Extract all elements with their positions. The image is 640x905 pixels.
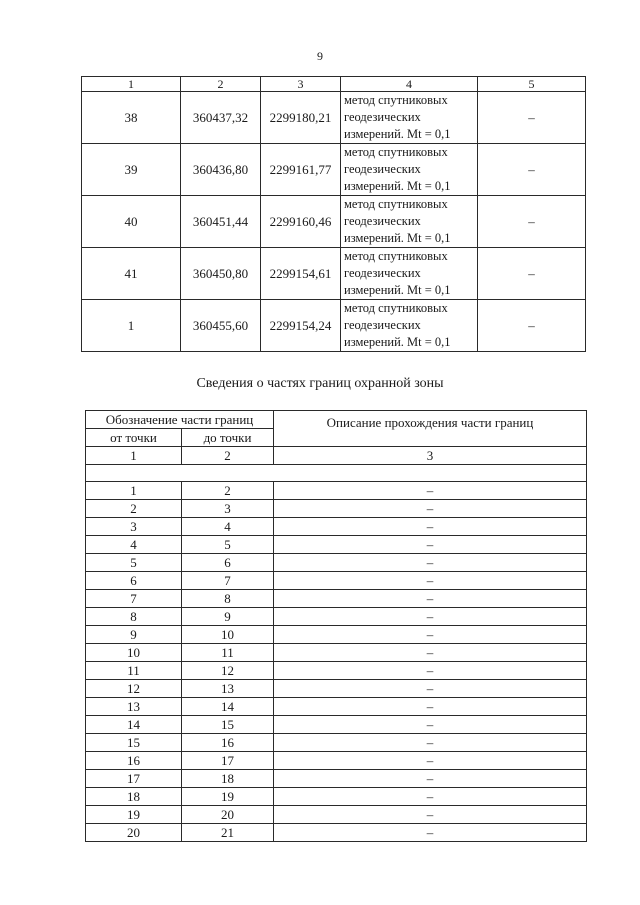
page-number: 9 bbox=[317, 49, 323, 63]
to-point: 8 bbox=[182, 590, 274, 608]
coordinates-row bbox=[82, 92, 586, 144]
description: – bbox=[274, 590, 587, 608]
method-cell bbox=[341, 196, 478, 248]
to-point: 15 bbox=[182, 716, 274, 734]
group-header: Обозначение части границ bbox=[86, 411, 274, 429]
boundary-row bbox=[86, 536, 587, 554]
description: – bbox=[274, 482, 587, 500]
from-point: 12 bbox=[86, 680, 182, 698]
method-line: измерений. Mt = 0,1 bbox=[344, 283, 451, 297]
from-point: 18 bbox=[86, 788, 182, 806]
to-point: 11 bbox=[182, 644, 274, 662]
coordinates-row bbox=[82, 196, 586, 248]
col-header: 1 bbox=[82, 77, 181, 92]
description: – bbox=[274, 752, 587, 770]
col-header: 3 bbox=[261, 77, 341, 92]
to-point-header: до точки bbox=[182, 429, 274, 447]
col-header: 2 bbox=[181, 77, 261, 92]
point-number: 40 bbox=[82, 196, 181, 248]
boundary-row bbox=[86, 788, 587, 806]
point-number: 41 bbox=[82, 248, 181, 300]
description: – bbox=[274, 644, 587, 662]
coordinates-table bbox=[81, 76, 586, 352]
y-coordinate: 2299154,24 bbox=[261, 300, 341, 352]
to-point: 10 bbox=[182, 626, 274, 644]
boundary-row bbox=[86, 554, 587, 572]
note-cell: – bbox=[478, 248, 586, 300]
to-point: 17 bbox=[182, 752, 274, 770]
method-cell bbox=[341, 92, 478, 144]
method-cell bbox=[341, 248, 478, 300]
from-point: 20 bbox=[86, 824, 182, 842]
to-point: 2 bbox=[182, 482, 274, 500]
boundary-row bbox=[86, 482, 587, 500]
description: – bbox=[274, 518, 587, 536]
from-point: 2 bbox=[86, 500, 182, 518]
from-point: 19 bbox=[86, 806, 182, 824]
from-point: 8 bbox=[86, 608, 182, 626]
from-point: 7 bbox=[86, 590, 182, 608]
boundary-row bbox=[86, 662, 587, 680]
to-point: 6 bbox=[182, 554, 274, 572]
description: – bbox=[274, 680, 587, 698]
method-line: геодезических bbox=[344, 318, 421, 332]
x-coordinate: 360450,80 bbox=[181, 248, 261, 300]
boundary-row bbox=[86, 734, 587, 752]
from-point: 17 bbox=[86, 770, 182, 788]
description: – bbox=[274, 626, 587, 644]
from-point: 4 bbox=[86, 536, 182, 554]
from-point: 16 bbox=[86, 752, 182, 770]
note-cell: – bbox=[478, 196, 586, 248]
boundary-row bbox=[86, 752, 587, 770]
point-number: 39 bbox=[82, 144, 181, 196]
boundary-row bbox=[86, 770, 587, 788]
boundary-row bbox=[86, 680, 587, 698]
from-point: 3 bbox=[86, 518, 182, 536]
to-point: 21 bbox=[182, 824, 274, 842]
x-coordinate: 360455,60 bbox=[181, 300, 261, 352]
boundary-row bbox=[86, 716, 587, 734]
description: – bbox=[274, 788, 587, 806]
to-point: 14 bbox=[182, 698, 274, 716]
description: – bbox=[274, 500, 587, 518]
section-title: Сведения о частях границ охранной зоны bbox=[196, 376, 444, 391]
description: – bbox=[274, 608, 587, 626]
boundary-row bbox=[86, 824, 587, 842]
boundary-row bbox=[86, 500, 587, 518]
method-line: метод спутниковых bbox=[344, 145, 448, 159]
boundary-row bbox=[86, 626, 587, 644]
description: – bbox=[274, 716, 587, 734]
boundary-header-row bbox=[86, 411, 587, 429]
y-coordinate: 2299154,61 bbox=[261, 248, 341, 300]
method-line: геодезических bbox=[344, 162, 421, 176]
from-point: 13 bbox=[86, 698, 182, 716]
coordinates-row bbox=[82, 300, 586, 352]
y-coordinate: 2299180,21 bbox=[261, 92, 341, 144]
col-number: 2 bbox=[182, 447, 274, 465]
to-point: 19 bbox=[182, 788, 274, 806]
to-point: 7 bbox=[182, 572, 274, 590]
y-coordinate: 2299161,77 bbox=[261, 144, 341, 196]
x-coordinate: 360437,32 bbox=[181, 92, 261, 144]
boundary-row bbox=[86, 698, 587, 716]
method-line: измерений. Mt = 0,1 bbox=[344, 179, 451, 193]
method-line: измерений. Mt = 0,1 bbox=[344, 231, 451, 245]
coordinates-row bbox=[82, 144, 586, 196]
col-header: 4 bbox=[341, 77, 478, 92]
coordinates-row bbox=[82, 248, 586, 300]
boundary-row bbox=[86, 590, 587, 608]
from-point: 14 bbox=[86, 716, 182, 734]
to-point: 3 bbox=[182, 500, 274, 518]
to-point: 16 bbox=[182, 734, 274, 752]
from-point: 6 bbox=[86, 572, 182, 590]
boundary-row bbox=[86, 644, 587, 662]
from-point: 1 bbox=[86, 482, 182, 500]
blank-row bbox=[86, 465, 587, 482]
from-point-header: от точки bbox=[86, 429, 182, 447]
from-point: 15 bbox=[86, 734, 182, 752]
method-line: измерений. Mt = 0,1 bbox=[344, 127, 451, 141]
boundary-row bbox=[86, 608, 587, 626]
note-cell: – bbox=[478, 92, 586, 144]
boundary-row bbox=[86, 572, 587, 590]
coordinates-header-row bbox=[82, 77, 586, 92]
boundary-row bbox=[86, 518, 587, 536]
description: – bbox=[274, 824, 587, 842]
description: – bbox=[274, 572, 587, 590]
from-point: 11 bbox=[86, 662, 182, 680]
to-point: 20 bbox=[182, 806, 274, 824]
boundary-parts-table bbox=[85, 410, 587, 842]
col-number: 1 bbox=[86, 447, 182, 465]
method-line: метод спутниковых bbox=[344, 197, 448, 211]
description-header: Описание прохождения части границ bbox=[274, 411, 587, 447]
description: – bbox=[274, 698, 587, 716]
col-number: 3 bbox=[274, 447, 587, 465]
point-number: 1 bbox=[82, 300, 181, 352]
method-cell bbox=[341, 144, 478, 196]
method-line: метод спутниковых bbox=[344, 301, 448, 315]
method-line: геодезических bbox=[344, 110, 421, 124]
method-line: измерений. Mt = 0,1 bbox=[344, 335, 451, 349]
description: – bbox=[274, 662, 587, 680]
point-number: 38 bbox=[82, 92, 181, 144]
column-numbers-row bbox=[86, 447, 587, 465]
method-cell bbox=[341, 300, 478, 352]
to-point: 18 bbox=[182, 770, 274, 788]
from-point: 9 bbox=[86, 626, 182, 644]
to-point: 4 bbox=[182, 518, 274, 536]
to-point: 9 bbox=[182, 608, 274, 626]
col-header: 5 bbox=[478, 77, 586, 92]
note-cell: – bbox=[478, 144, 586, 196]
from-point: 5 bbox=[86, 554, 182, 572]
description: – bbox=[274, 554, 587, 572]
to-point: 13 bbox=[182, 680, 274, 698]
method-line: геодезических bbox=[344, 214, 421, 228]
from-point: 10 bbox=[86, 644, 182, 662]
method-line: метод спутниковых bbox=[344, 93, 448, 107]
method-line: метод спутниковых bbox=[344, 249, 448, 263]
to-point: 5 bbox=[182, 536, 274, 554]
note-cell: – bbox=[478, 300, 586, 352]
y-coordinate: 2299160,46 bbox=[261, 196, 341, 248]
description: – bbox=[274, 770, 587, 788]
to-point: 12 bbox=[182, 662, 274, 680]
x-coordinate: 360451,44 bbox=[181, 196, 261, 248]
description: – bbox=[274, 806, 587, 824]
description: – bbox=[274, 734, 587, 752]
blank-cell bbox=[86, 465, 587, 482]
description: – bbox=[274, 536, 587, 554]
method-line: геодезических bbox=[344, 266, 421, 280]
boundary-row bbox=[86, 806, 587, 824]
x-coordinate: 360436,80 bbox=[181, 144, 261, 196]
